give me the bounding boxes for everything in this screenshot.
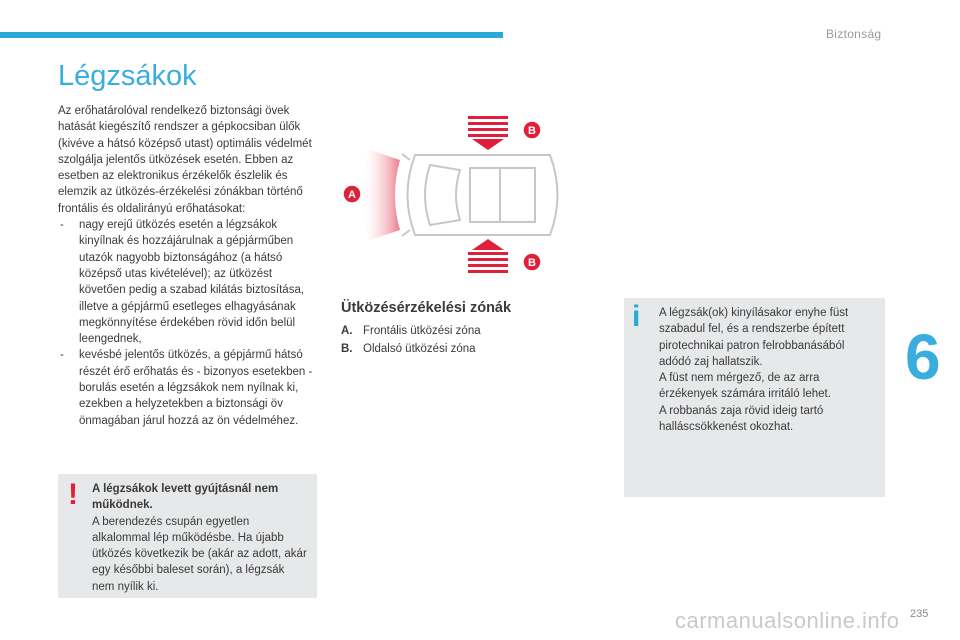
label-a-badge bbox=[343, 185, 361, 203]
info-box bbox=[624, 298, 885, 497]
page-title: Légzsákok bbox=[58, 60, 197, 92]
info-line: A robbanás zaja rövid ideig tartó halláscsökkenést okozhat. bbox=[659, 404, 824, 434]
front-zone-glow bbox=[360, 150, 400, 240]
side-zone-top bbox=[468, 116, 508, 150]
list-item: - nagy erejű ütközés esetén a légzsákok kinyílnak és hozzájárulnak a gépjárműben utazók nagyobb biztonságához (a hátsó középső utas kivételével); az ütközést követően pedig a szabad kilátás biztosítása, illetve a gépjármű esetleges elhagyásának megkönnyítése érdekében rövid időn belül leengednek, bbox=[58, 217, 320, 347]
list-item bbox=[341, 322, 481, 340]
car-outline-icon bbox=[402, 154, 558, 236]
header-accent-bar bbox=[0, 32, 503, 38]
zones-title: Ütközésérzékelési zónák bbox=[341, 300, 512, 316]
intro-text bbox=[58, 103, 320, 429]
zone-text: Oldalsó ütközési zóna bbox=[363, 343, 476, 355]
list-item bbox=[341, 340, 481, 358]
intro-paragraph: Az erőhatárolóval rendelkező biztonsági övek hatását kiegészítő rendszer a gépkocsiban ülők (kivéve a hátsó középső utast) optimális védelmét szolgálja jelentős ütközések esetén. Ebben az esetben az elektronikus érzékelők észlelik és elemzik az ütközés-érzékelési zónákban történő frontális és oldalirányú erőhatásokat: bbox=[58, 105, 312, 215]
info-line: A légzsák(ok) kinyílásakor enyhe füst szabadul fel, és a rendszerbe épített pirotechnikai patron felrobbanásából adódó zaj hallatszik. bbox=[659, 307, 849, 368]
warning-title: A légzsákok levett gyújtásnál nem működnek. bbox=[92, 483, 279, 512]
info-line: A füst nem mérgező, de az arra érzékenyek számára irritáló lehet. bbox=[659, 372, 831, 401]
exclamation-icon: ! bbox=[68, 478, 78, 511]
warning-text bbox=[92, 481, 308, 595]
info-text bbox=[659, 305, 877, 435]
zone-letter: B. bbox=[341, 343, 353, 355]
zone-text: Frontális ütközési zóna bbox=[363, 325, 481, 337]
section-label: Biztonság bbox=[826, 27, 882, 41]
label-b-bottom: B bbox=[528, 257, 536, 269]
side-zone-bottom bbox=[468, 239, 508, 273]
airbag-zone-diagram bbox=[340, 110, 580, 280]
label-b-top: B bbox=[528, 125, 536, 137]
zones-list bbox=[341, 322, 481, 358]
warning-body: A berendezés csupán egyetlen alkalommal lép működésbe. Ha újabb ütközés következik be (akár az adott, akár egy későbbi baleset során), a légzsák nem nyílik ki. bbox=[92, 515, 307, 593]
label-b-bottom-badge bbox=[523, 253, 541, 271]
label-a: A bbox=[348, 189, 356, 201]
intro-list bbox=[58, 217, 320, 429]
page-number: 235 bbox=[910, 608, 929, 620]
zone-letter: A. bbox=[341, 325, 353, 337]
warning-box bbox=[58, 474, 317, 598]
chapter-number: 6 bbox=[905, 321, 941, 393]
watermark: carmanualsonline.info bbox=[675, 608, 900, 633]
info-icon: i bbox=[632, 300, 641, 333]
list-item: - kevésbé jelentős ütközés, a gépjármű hátsó részét érő erőhatás és - bizonyos esetekben - borulás esetén a légzsákok nem nyílnak ki, ezekben a helyzetekben a biztonsági öv önmagában járul hozzá az ön védelméhez. bbox=[58, 347, 320, 428]
label-b-top-badge bbox=[523, 121, 541, 139]
